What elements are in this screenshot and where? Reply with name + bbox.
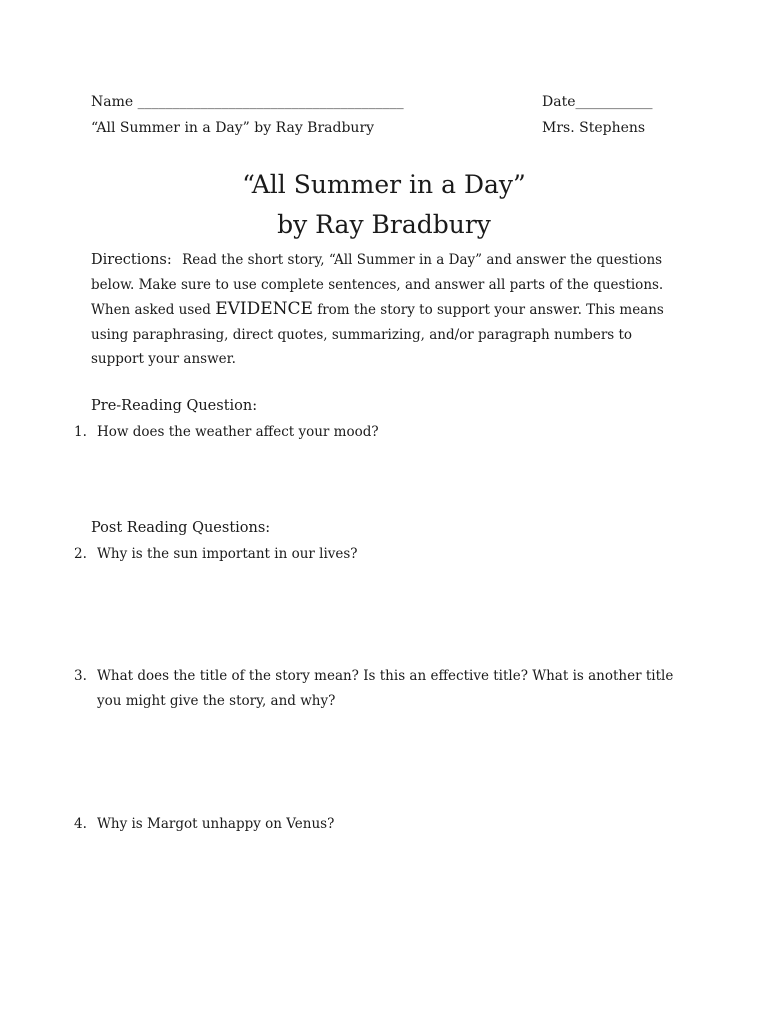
name-field-line: Name ______________________________________ [91,94,404,110]
question-3 [74,664,674,714]
directions-text-part2: from the story to support your answer. This means using paraphrasing, direct quotes, summarizing, and/or paragraph numbers to support your answer. [91,302,664,368]
pre-reading-heading: Pre-Reading Question: [91,398,258,414]
question-4 [74,812,674,837]
page-title: “All Summer in a Day” [242,170,526,199]
question-2 [74,542,674,567]
page-subtitle: by Ray Bradbury [277,210,491,239]
story-reference: “All Summer in a Day” by Ray Bradbury [91,120,375,136]
question-text: What does the title of the story mean? Is this an effective title? What is another title you might give the story, and why? [97,668,674,709]
post-reading-heading: Post Reading Questions: [91,520,271,536]
question-number: 3. [74,668,87,684]
teacher-name: Mrs. Stephens [542,120,646,136]
question-number: 1. [74,424,87,440]
date-field-line: Date___________ [542,94,653,110]
question-text: Why is the sun important in our lives? [97,546,358,562]
question-number: 2. [74,546,87,562]
question-number: 4. [74,816,87,832]
evidence-emphasis: EVIDENCE [215,299,313,320]
directions-label: Directions: [91,252,172,268]
question-text: Why is Margot unhappy on Venus? [97,816,335,832]
directions-text-part1: Read the short story, “All Summer in a Day” and answer the questions below. Make sure to use complete sentences, and answer all parts of the questions. When asked used [91,252,664,319]
question-1 [74,420,674,445]
question-text: How does the weather affect your mood? [97,424,379,440]
directions-paragraph [91,248,671,372]
